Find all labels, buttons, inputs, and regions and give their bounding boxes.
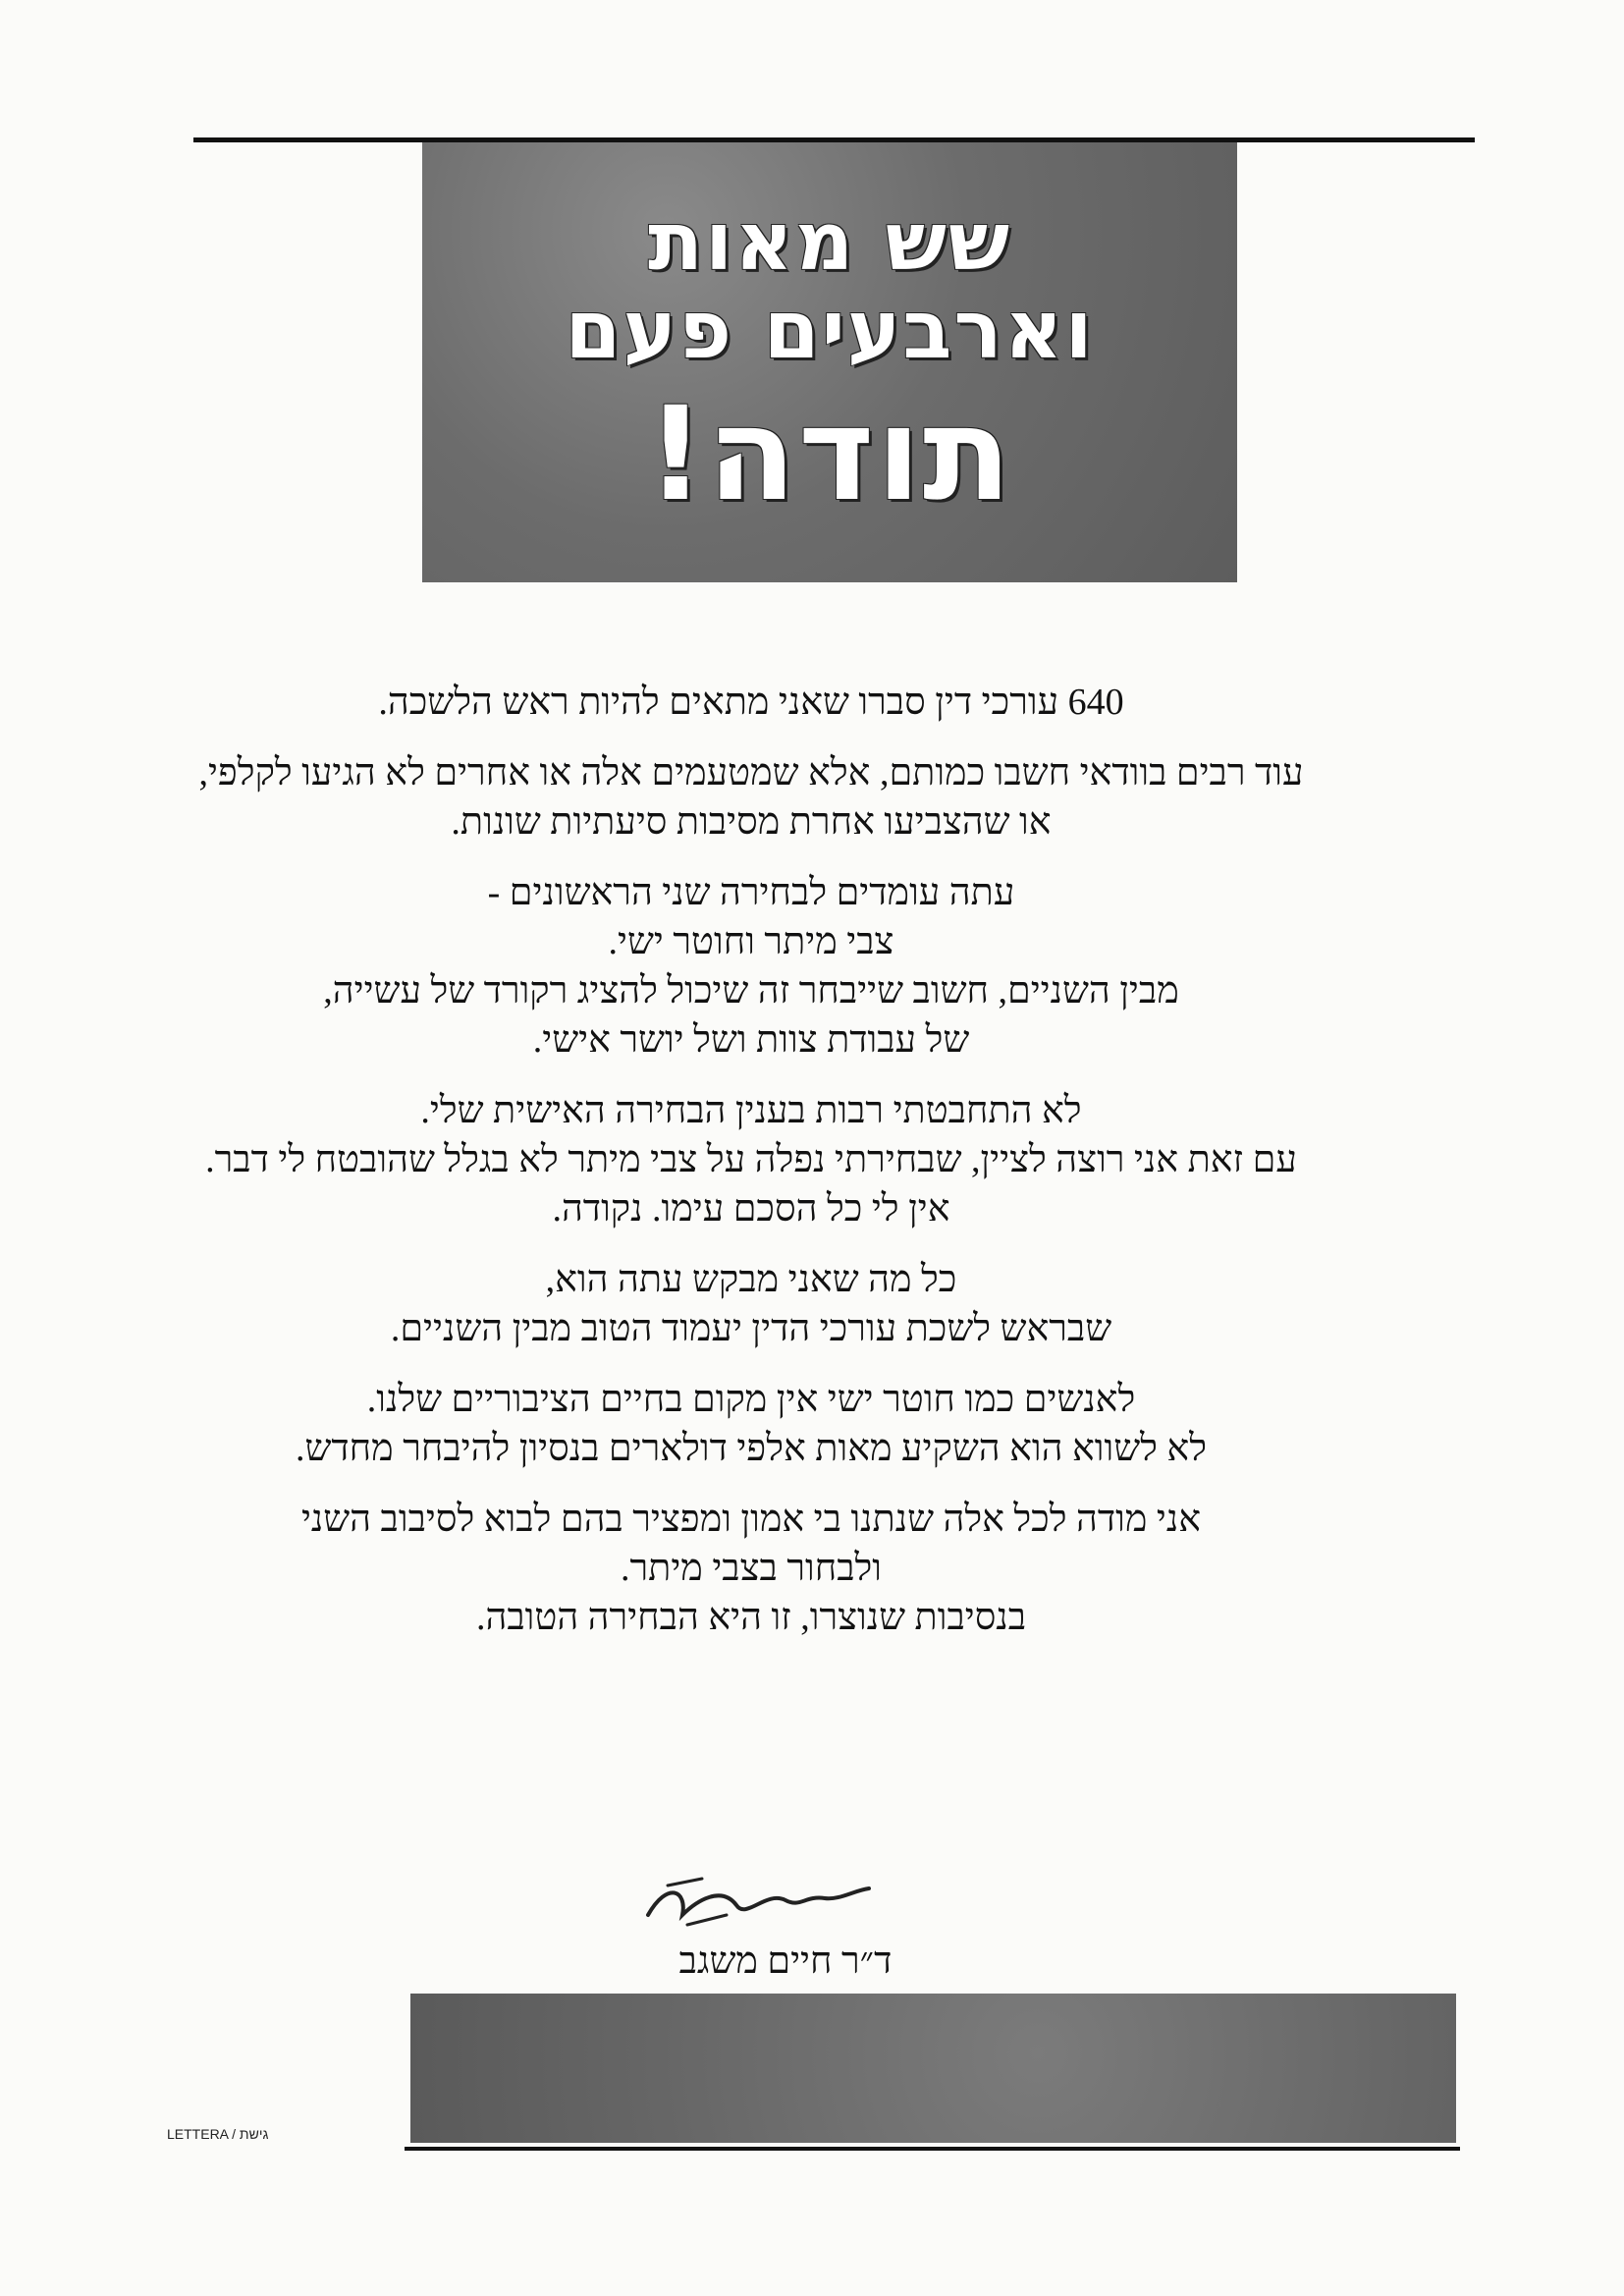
paragraph-line: עם זאת אני רוצה לציין, שבחירתי נפלה על צבי מיתר לא בגלל שהובטח לי דבר. (205, 1139, 1297, 1180)
paragraph-line: צבי מיתר וחוטר ישי. (608, 921, 894, 962)
paragraph-line: מבין השניים, חשוב שייבחר זה שיכול להציג רקורד של עשייה, (323, 970, 1179, 1011)
paragraph-line: כל מה שאני מבקש עתה הוא, (545, 1259, 957, 1300)
paragraph (147, 868, 1355, 1065)
paragraph-line: 640 עורכי דין סברו שאני מתאים להיות ראש הלשכה. (378, 682, 1124, 723)
paragraph (147, 748, 1355, 847)
paragraph (147, 1086, 1355, 1233)
letter-body (147, 678, 1355, 1664)
paragraph-line: אין לי כל הסכם עימו. נקודה. (552, 1188, 950, 1230)
paragraph-line: עתה עומדים לבחירה שני הראשונים - (487, 872, 1015, 913)
paragraph (147, 1375, 1355, 1473)
headline-line-2: וארבעים פעם (565, 284, 1095, 378)
paragraph (147, 1255, 1355, 1353)
paragraph (147, 678, 1355, 727)
signer-name: ד״ר חיים משגב (678, 1941, 893, 1982)
bottom-rule (405, 2147, 1460, 2151)
paragraph-line: ולבחור בצבי מיתר. (620, 1548, 883, 1589)
paragraph (147, 1495, 1355, 1642)
headline-line-1: שש מאות (647, 195, 1012, 290)
paragraph-line: בנסיבות שנוצרו, זו היא הבחירה הטובה. (475, 1597, 1027, 1638)
footer-box (410, 1994, 1456, 2143)
headline-banner (422, 142, 1237, 582)
paragraph-line: אני מודה לכל אלה שנתנו בי אמון ומפציר בהם לבוא לסיבוב השני (300, 1499, 1202, 1540)
paragraph-line: לא התחבטתי רבות בענין הבחירה האישית שלי. (420, 1090, 1082, 1131)
headline-line-3: תודה! (646, 378, 1013, 530)
paragraph-line: לא לשווא הוא השקיע מאות אלפי דולארים בנסיון להיבחר מחדש. (296, 1428, 1207, 1469)
credit-line: LETTERA / גישת (167, 2126, 269, 2142)
paragraph-line: או שהצביעו אחרת מסיבות סיעתיות שונות. (451, 801, 1052, 843)
paragraph-line: של עבודת צוות ושל יושר אישי. (532, 1019, 970, 1061)
paragraph-line: עוד רבים בוודאי חשבו כמותם, אלא שמטעמים אלה או אחרים לא הגיעו לקלפי, (198, 752, 1304, 793)
paragraph-line: שבראש לשכת עורכי הדין יעמוד הטוב מבין השניים. (390, 1308, 1112, 1349)
paragraph-line: לאנשים כמו חוטר ישי אין מקום בחיים הציבוריים שלנו. (366, 1379, 1136, 1420)
handwritten-signature (628, 1861, 884, 1949)
